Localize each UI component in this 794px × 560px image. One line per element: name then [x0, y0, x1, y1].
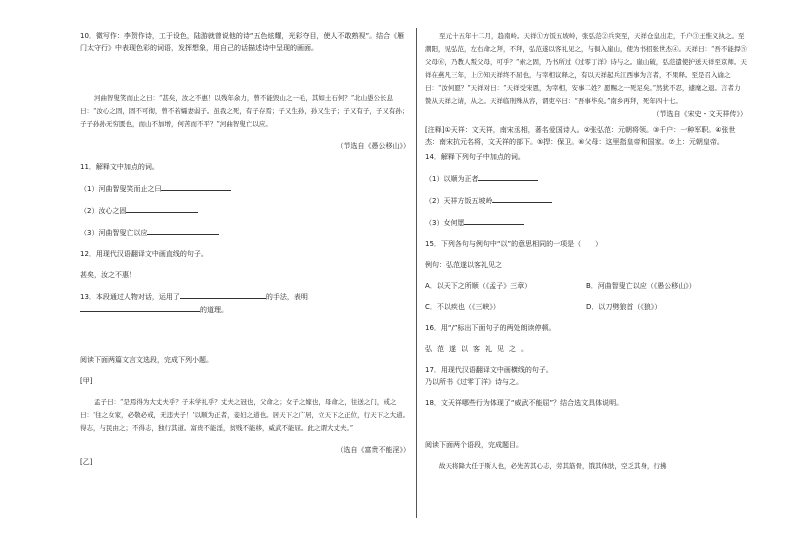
passage-jia-source: （选自《富贵不能淫》） [336, 446, 410, 454]
option-d[interactable]: D．以刀劈狼首（《狼》） [586, 303, 662, 311]
passage-source: （节选自《愚公移山》） [336, 142, 410, 150]
item-text: （3）河曲智叟亡以应 [80, 229, 148, 237]
question-14-item-2 [425, 194, 747, 207]
question-11-item-3 [80, 226, 410, 239]
question-17-sentence: 乃以所书《过零丁洋》诗与之。 [425, 378, 523, 386]
question-12-sentence: 甚矣，汝之不惠！ [80, 271, 136, 279]
answer-blank[interactable] [126, 204, 198, 213]
question-16-sentence: 弘范遂以客礼见之。 [425, 345, 533, 353]
question-14-item-1 [425, 172, 747, 185]
answer-blank[interactable] [464, 216, 524, 225]
passage-final-line: 故天将降大任于斯人也，必先苦其心志，劳其筋骨，饿其体肤，空乏其身，行拂 [439, 462, 667, 470]
item-text: （2）天祥方饭五坡岭 [425, 197, 493, 205]
column-divider [416, 28, 417, 518]
answer-blank[interactable] [161, 182, 231, 191]
question-14-item-3 [425, 216, 747, 229]
passage-yi-label: [乙] [80, 458, 93, 466]
answer-blank[interactable] [492, 194, 552, 203]
item-text: （3）女何愿 [425, 219, 465, 227]
right-column [425, 30, 747, 473]
question-17: 17．用现代汉语翻译文中画横线的句子。 [425, 366, 553, 374]
option-c[interactable]: C．不以疾也（《三峡》） [425, 303, 500, 311]
passage-yi-source: （节选自《宋史・文天祥传》） [652, 110, 747, 118]
q13-text-a: 13．本段通过人物对话，运用了 [80, 293, 180, 301]
item-text: （1）以顺为正者 [425, 175, 479, 183]
question-15-example: 例句：弘范遂以客礼见之 [425, 261, 502, 269]
question-15-options-row-2 [425, 301, 747, 313]
question-14: 14．解释下列句子中加点的词。 [425, 153, 525, 161]
question-18: 18．文天祥哪些行为体现了“威武不能屈”？结合选文具体说明。 [425, 399, 624, 407]
question-10: 10．微写作：李贺作诗，工于设色，陆游就曾说他的诗“五色炫耀，光彩夺目，使人不敢熟视”。结合《雁门太守行》中表现色彩的词语，发挥想象，用自己的话描述诗中呈现的画面。 [80, 32, 405, 52]
q13-text-b: 的手法，表明 [265, 293, 308, 301]
answer-blank[interactable] [478, 172, 538, 181]
reading-intro: 阅读下面两篇文言文选段，完成下列小题。 [80, 356, 213, 364]
passage-yi: 至元十五年十二月，趋南岭。天祥①方饭五坡岭，张弘范②兵突至，天祥仓皇出走，千户③王惟义执之。至潮阳，见弘范，左右命之拜，不拜，弘范遂以客礼见之，与俱入崖山，使为书招张世杰④。天祥曰：“吾不能捍⑤父母⑥，乃教人叛父母，可乎？”索之固，乃书所过《过零丁洋》诗与之。崖山破，弘范遣使护送天祥至京师。天祥在燕凡三年，上⑦知天祥终不屈也，与宰相议释之，有以天祥起兵江西事为言者，不果释。至是召入谕之曰：“汝何愿？”天祥对曰：“天祥受宋恩，为宰相，安事二姓？愿赐之一死足矣。”然犹不忍，遽麾之退。言者力赞从天祥之请，从之。天祥临刑殊从容，谓吏卒曰：“吾事毕矣。”南乡再拜，死年四十七。 [425, 32, 747, 105]
question-13-line2 [80, 303, 410, 316]
left-column [80, 30, 410, 468]
question-11: 11．解释文中加点的词。 [80, 163, 159, 171]
question-11-item-2 [80, 204, 410, 217]
reading-intro-2: 阅读下面两个语段，完成题目。 [425, 441, 523, 449]
answer-blank[interactable] [147, 226, 219, 235]
item-text: （2）汝心之固 [80, 207, 127, 215]
annotations: [注释]①天祥：文天祥，南宋丞相，著名爱国诗人。②张弘范：元朝将领。③千户：一种军职。④张世杰：南宋抗元名将，文天祥的部下。⑤捍：保卫。⑥父母：这里指皇帝和国家。⑦上：元朝皇帝。 [425, 126, 736, 146]
question-16: 16．用“/”标出下面句子的两处朗读停顿。 [425, 324, 556, 332]
q13-text-c: 的道理。 [200, 306, 228, 314]
question-11-item-1 [80, 182, 410, 195]
answer-blank[interactable] [180, 290, 266, 299]
option-b[interactable]: B．河曲智叟亡以应（《愚公移山》） [586, 282, 696, 290]
option-a[interactable]: A．以天下之所顺（《孟子》三章） [425, 282, 532, 290]
classical-passage: 河曲智叟笑而止之曰：“甚矣，汝之不惠！以残年余力，曾不能毁山之一毛，其如土石何？”北山愚公长息曰：“汝心之固，固不可彻，曾不若孀妻弱子。虽我之死，有子存焉；子又生孙，孙又生子；子又有子，子又有孙；子子孙孙无穷匮也，而山不加增，何苦而不平？”河曲智叟亡以应。 [80, 94, 409, 128]
question-12: 12．用现代汉语翻译文中画直线的句子。 [80, 250, 208, 258]
question-15-options-row-1 [425, 280, 747, 292]
passage-jia: 孟子曰：“是焉得为大丈夫乎？子未学礼乎？丈夫之冠也，父命之；女子之嫁也，母命之，往送之门，戒之曰：‘往之女家，必敬必戒，无违夫子！’以顺为正者，妾妇之道也。居天下之广居，立天下之正位，行天下之大道。得志，与民由之；不得志，独行其道。富贵不能淫，贫贱不能移，威武不能屈。此之谓大丈夫。” [80, 398, 410, 432]
question-13 [80, 290, 410, 303]
question-15: 15．下列各句与例句中“以”的意思相同的一项是（ ） [425, 240, 603, 248]
answer-blank[interactable] [80, 303, 200, 312]
item-text: （1）河曲智叟笑而止之曰 [80, 185, 162, 193]
passage-jia-label: [甲] [80, 377, 93, 385]
